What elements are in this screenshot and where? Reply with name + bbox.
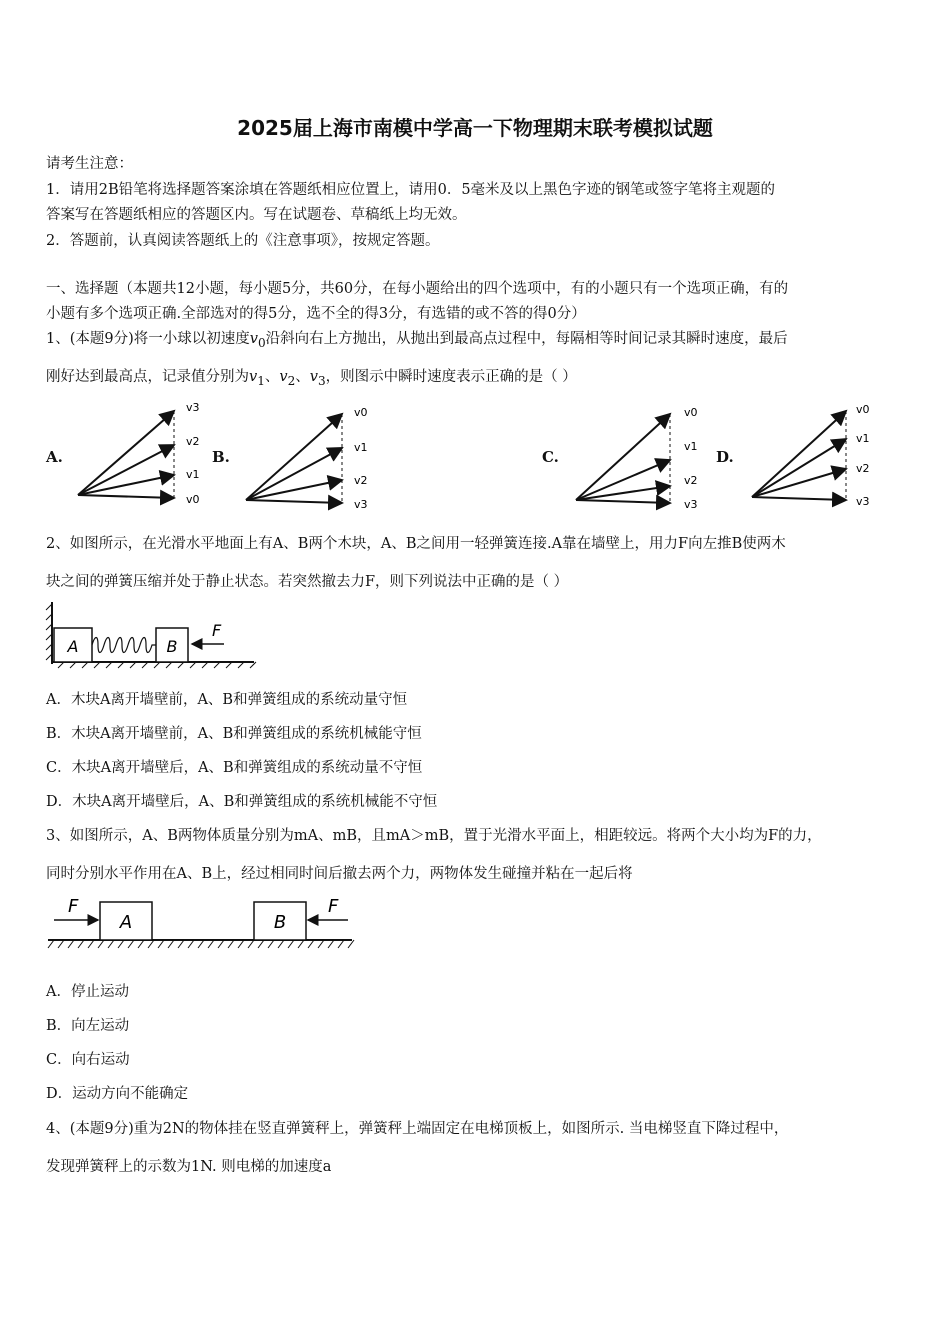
fig-d-label-v2: v2 xyxy=(856,462,870,475)
q1-line1-post: 沿斜向右上方抛出，从抛出到最高点过程中，每隔相等时间记录其瞬时速度，最后 xyxy=(265,331,788,347)
q1-v1-sub: 1 xyxy=(257,373,265,388)
fig-a-label-v2: v2 xyxy=(186,435,200,448)
notice-item1-line2: 答案写在答题纸相应的答题区内。写在试题卷、草稿纸上均无效。 xyxy=(46,207,467,223)
q1-line2-post: ，则图示中瞬时速度表示正确的是（ ） xyxy=(325,369,577,385)
notice-heading: 请考生注意： xyxy=(46,156,133,172)
q1-figure-d xyxy=(744,397,884,512)
q3-block-b-label: B xyxy=(273,912,287,933)
fig-d-label-v0: v0 xyxy=(856,403,870,416)
fig-a-label-v3: v3 xyxy=(186,401,200,414)
fig-c-label-v0: v0 xyxy=(684,406,698,419)
fig-b-label-v3: v3 xyxy=(354,498,368,511)
q3-line2: 同时分别水平作用在A、B上，经过相同时间后撤去两个力，两物体发生碰撞并粘在一起后将 xyxy=(46,866,633,882)
q2-option-d[interactable]: D．木块A离开墙壁后，A、B和弹簧组成的系统机械能不守恒 xyxy=(46,794,438,810)
fig-b-label-v1: v1 xyxy=(354,441,368,454)
q1-v3-sub: 3 xyxy=(317,373,326,388)
q1-v1: v xyxy=(249,369,258,385)
q1-sep2: 、 xyxy=(295,369,310,385)
section1-line1: 一、选择题（本题共12小题，每小题5分，共60分，在每小题给出的四个选项中，有的小题只有一个选项正确，有的 xyxy=(46,281,789,297)
notice-item2: 2．答题前，认真阅读答题纸上的《注意事项》，按规定答题。 xyxy=(46,233,440,249)
q2-option-a[interactable]: A．木块A离开墙壁前，A、B和弹簧组成的系统动量守恒 xyxy=(46,692,408,708)
fig-c-label-v2: v2 xyxy=(684,474,698,487)
q3-figure xyxy=(44,892,356,954)
fig-b-label-v0: v0 xyxy=(354,406,368,419)
q1-option-b-label[interactable]: B. xyxy=(212,448,230,466)
q1-option-d-label[interactable]: D. xyxy=(716,448,734,466)
q1-line2 xyxy=(46,365,577,388)
q3-option-a[interactable]: A．停止运动 xyxy=(46,984,129,1000)
q2-figure xyxy=(44,600,258,672)
fig-c-label-v1: v1 xyxy=(684,440,698,453)
q3-force-right-label: F xyxy=(328,896,339,917)
q4-line2: 发现弹簧秤上的示数为1N. 则电梯的加速度a xyxy=(46,1159,332,1175)
q2-option-b[interactable]: B．木块A离开墙壁前，A、B和弹簧组成的系统机械能守恒 xyxy=(46,726,422,742)
q1-figure-a xyxy=(70,395,210,510)
q1-v3: v xyxy=(309,369,318,385)
q1-v2-sub: 2 xyxy=(287,373,296,388)
q2-block-b-label: B xyxy=(166,637,178,656)
q4-line1: 4、(本题9分)重为2N的物体挂在竖直弹簧秤上，弹簧秤上端固定在电梯顶板上，如图所示. 当电梯竖直下降过程中， xyxy=(46,1121,789,1137)
q3-option-d[interactable]: D．运动方向不能确定 xyxy=(46,1086,189,1102)
notice-item1-line1: 1．请用2B铅笔将选择题答案涂填在答题纸相应位置上，请用0．5毫米及以上黑色字迹的钢笔或签字笔将主观题的 xyxy=(46,182,776,198)
q1-option-a-label[interactable]: A. xyxy=(46,448,63,466)
q2-line2: 块之间的弹簧压缩并处于静止状态。若突然撤去力F，则下列说法中正确的是（ ） xyxy=(46,574,569,590)
q3-option-c[interactable]: C．向右运动 xyxy=(46,1052,130,1068)
q1-line2-pre: 刚好达到最高点，记录值分别为 xyxy=(46,369,249,385)
fig-a-label-v0: v0 xyxy=(186,493,200,506)
q1-line1-pre: 1、(本题9分)将一小球以初速度 xyxy=(46,331,250,347)
q3-force-left-label: F xyxy=(68,896,79,917)
q2-force-label: F xyxy=(212,621,222,640)
fig-c-label-v3: v3 xyxy=(684,498,698,511)
q2-block-a-label: A xyxy=(67,637,79,656)
q3-option-b[interactable]: B．向左运动 xyxy=(46,1018,130,1034)
fig-d-label-v1: v1 xyxy=(856,432,870,445)
q2-line1: 2、如图所示，在光滑水平地面上有A、B两个木块，A、B之间用一轻弹簧连接.A靠在墙壁上，用力F向左推B使两木 xyxy=(46,536,786,552)
q3-line1: 3、如图所示，A、B两物体质量分别为mA、mB，且mA＞mB，置于光滑水平面上，相距较远。将两个大小均为F的力， xyxy=(46,828,822,844)
q1-v0: v xyxy=(249,331,258,347)
fig-d-label-v3: v3 xyxy=(856,495,870,508)
fig-a-label-v1: v1 xyxy=(186,468,200,481)
q1-line1 xyxy=(46,327,788,350)
q1-v2: v xyxy=(279,369,288,385)
page-title: 2025届上海市南模中学高一下物理期末联考模拟试题 xyxy=(237,116,713,140)
q1-figure-b xyxy=(238,400,378,515)
fig-b-label-v2: v2 xyxy=(354,474,368,487)
q1-figure-c xyxy=(568,400,708,515)
q1-v0-sub: 0 xyxy=(257,335,266,350)
section1-line2: 小题有多个选项正确.全部选对的得5分，选不全的得3分，有选错的或不答的得0分） xyxy=(46,306,586,322)
q1-option-c-label[interactable]: C. xyxy=(542,448,559,466)
q1-sep1: 、 xyxy=(264,369,280,385)
q3-block-a-label: A xyxy=(119,912,133,933)
q2-option-c[interactable]: C．木块A离开墙壁后，A、B和弹簧组成的系统动量不守恒 xyxy=(46,760,423,776)
